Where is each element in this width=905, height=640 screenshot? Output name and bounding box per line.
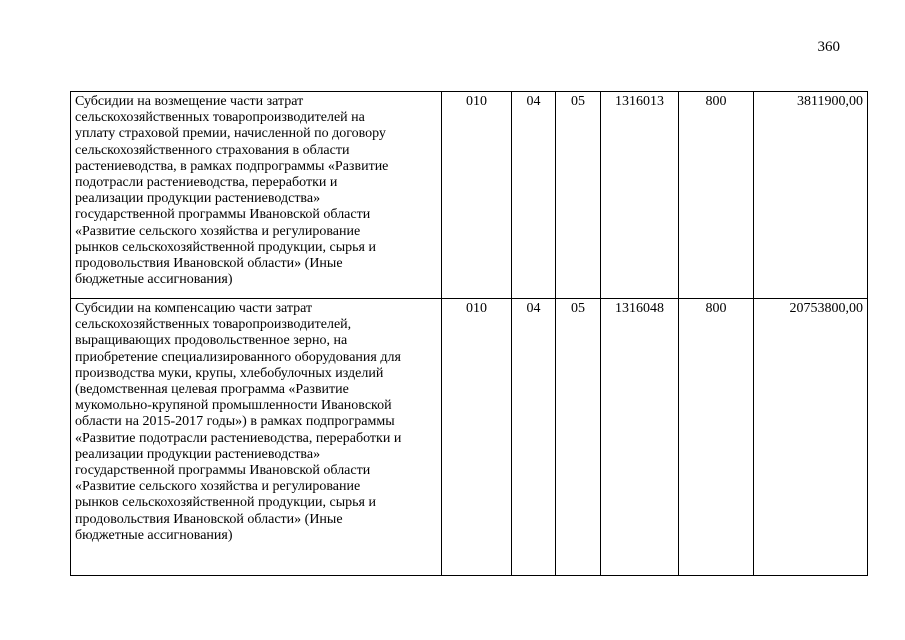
description-line: (ведомственная целевая программа «Развитие bbox=[75, 382, 349, 398]
description-line: «Развитие подотрасли растениеводства, переработки и bbox=[75, 430, 402, 446]
description-line: подотрасли растениеводства, переработки и bbox=[75, 175, 338, 191]
expense-type-cell: 800 bbox=[679, 92, 754, 299]
description-cell bbox=[71, 92, 442, 299]
description-line: Субсидии на компенсацию части затрат bbox=[75, 301, 313, 316]
page-number: 360 bbox=[817, 39, 840, 55]
description-line: сельскохозяйственных товаропроизводителей на bbox=[75, 110, 365, 126]
table-row bbox=[71, 299, 868, 576]
description-line: государственной программы Ивановской области bbox=[75, 207, 371, 223]
description-line: государственной программы Ивановской области bbox=[75, 463, 371, 479]
description-line: реализации продукции растениеводства» bbox=[75, 191, 321, 207]
description-line: приобретение специализированного оборудования для bbox=[75, 349, 401, 365]
amount-cell: 20753800,00 bbox=[754, 299, 868, 576]
description-line: производства муки, крупы, хлебобулочных изделий bbox=[75, 365, 384, 381]
amount-cell: 3811900,00 bbox=[754, 92, 868, 299]
subsection-cell: 05 bbox=[556, 92, 601, 299]
ministry-code-cell: 010 bbox=[442, 92, 512, 299]
section-cell: 04 bbox=[512, 299, 556, 576]
description-line: реализации продукции растениеводства» bbox=[75, 446, 321, 462]
expense-type-cell: 800 bbox=[679, 299, 754, 576]
budget-table bbox=[70, 91, 868, 576]
target-article-cell: 1316013 bbox=[601, 92, 679, 299]
ministry-code-cell: 010 bbox=[442, 299, 512, 576]
section-cell: 04 bbox=[512, 92, 556, 299]
description-line: сельскохозяйственных товаропроизводителей, bbox=[75, 317, 352, 333]
description-line: сельскохозяйственного страхования в области bbox=[75, 142, 350, 158]
description-line: Субсидии на возмещение части затрат bbox=[75, 94, 304, 109]
subsection-cell: 05 bbox=[556, 299, 601, 576]
description-line: выращивающих продовольственное зерно, на bbox=[75, 333, 348, 349]
description-line: рынков сельскохозяйственной продукции, сырья и bbox=[75, 239, 376, 255]
target-article-cell: 1316048 bbox=[601, 299, 679, 576]
description-cell bbox=[71, 299, 442, 576]
description-line: рынков сельскохозяйственной продукции, сырья и bbox=[75, 495, 376, 511]
description-line: продовольствия Ивановской области» (Иные bbox=[75, 511, 343, 527]
description-line: «Развитие сельского хозяйства и регулирование bbox=[75, 479, 361, 495]
description-line: бюджетные ассигнования) bbox=[75, 272, 233, 288]
description-line: мукомольно-крупяной промышленности Ивановской bbox=[75, 398, 392, 414]
description-line: продовольствия Ивановской области» (Иные bbox=[75, 256, 343, 272]
description-line: области на 2015-2017 годы») в рамках подпрограммы bbox=[75, 414, 395, 430]
description-line: уплату страховой премии, начисленной по договору bbox=[75, 126, 386, 142]
description-line: «Развитие сельского хозяйства и регулирование bbox=[75, 223, 361, 239]
description-line: растениеводства, в рамках подпрограммы «Развитие bbox=[75, 158, 389, 174]
description-line: бюджетные ассигнования) bbox=[75, 527, 233, 543]
table-row bbox=[71, 92, 868, 299]
